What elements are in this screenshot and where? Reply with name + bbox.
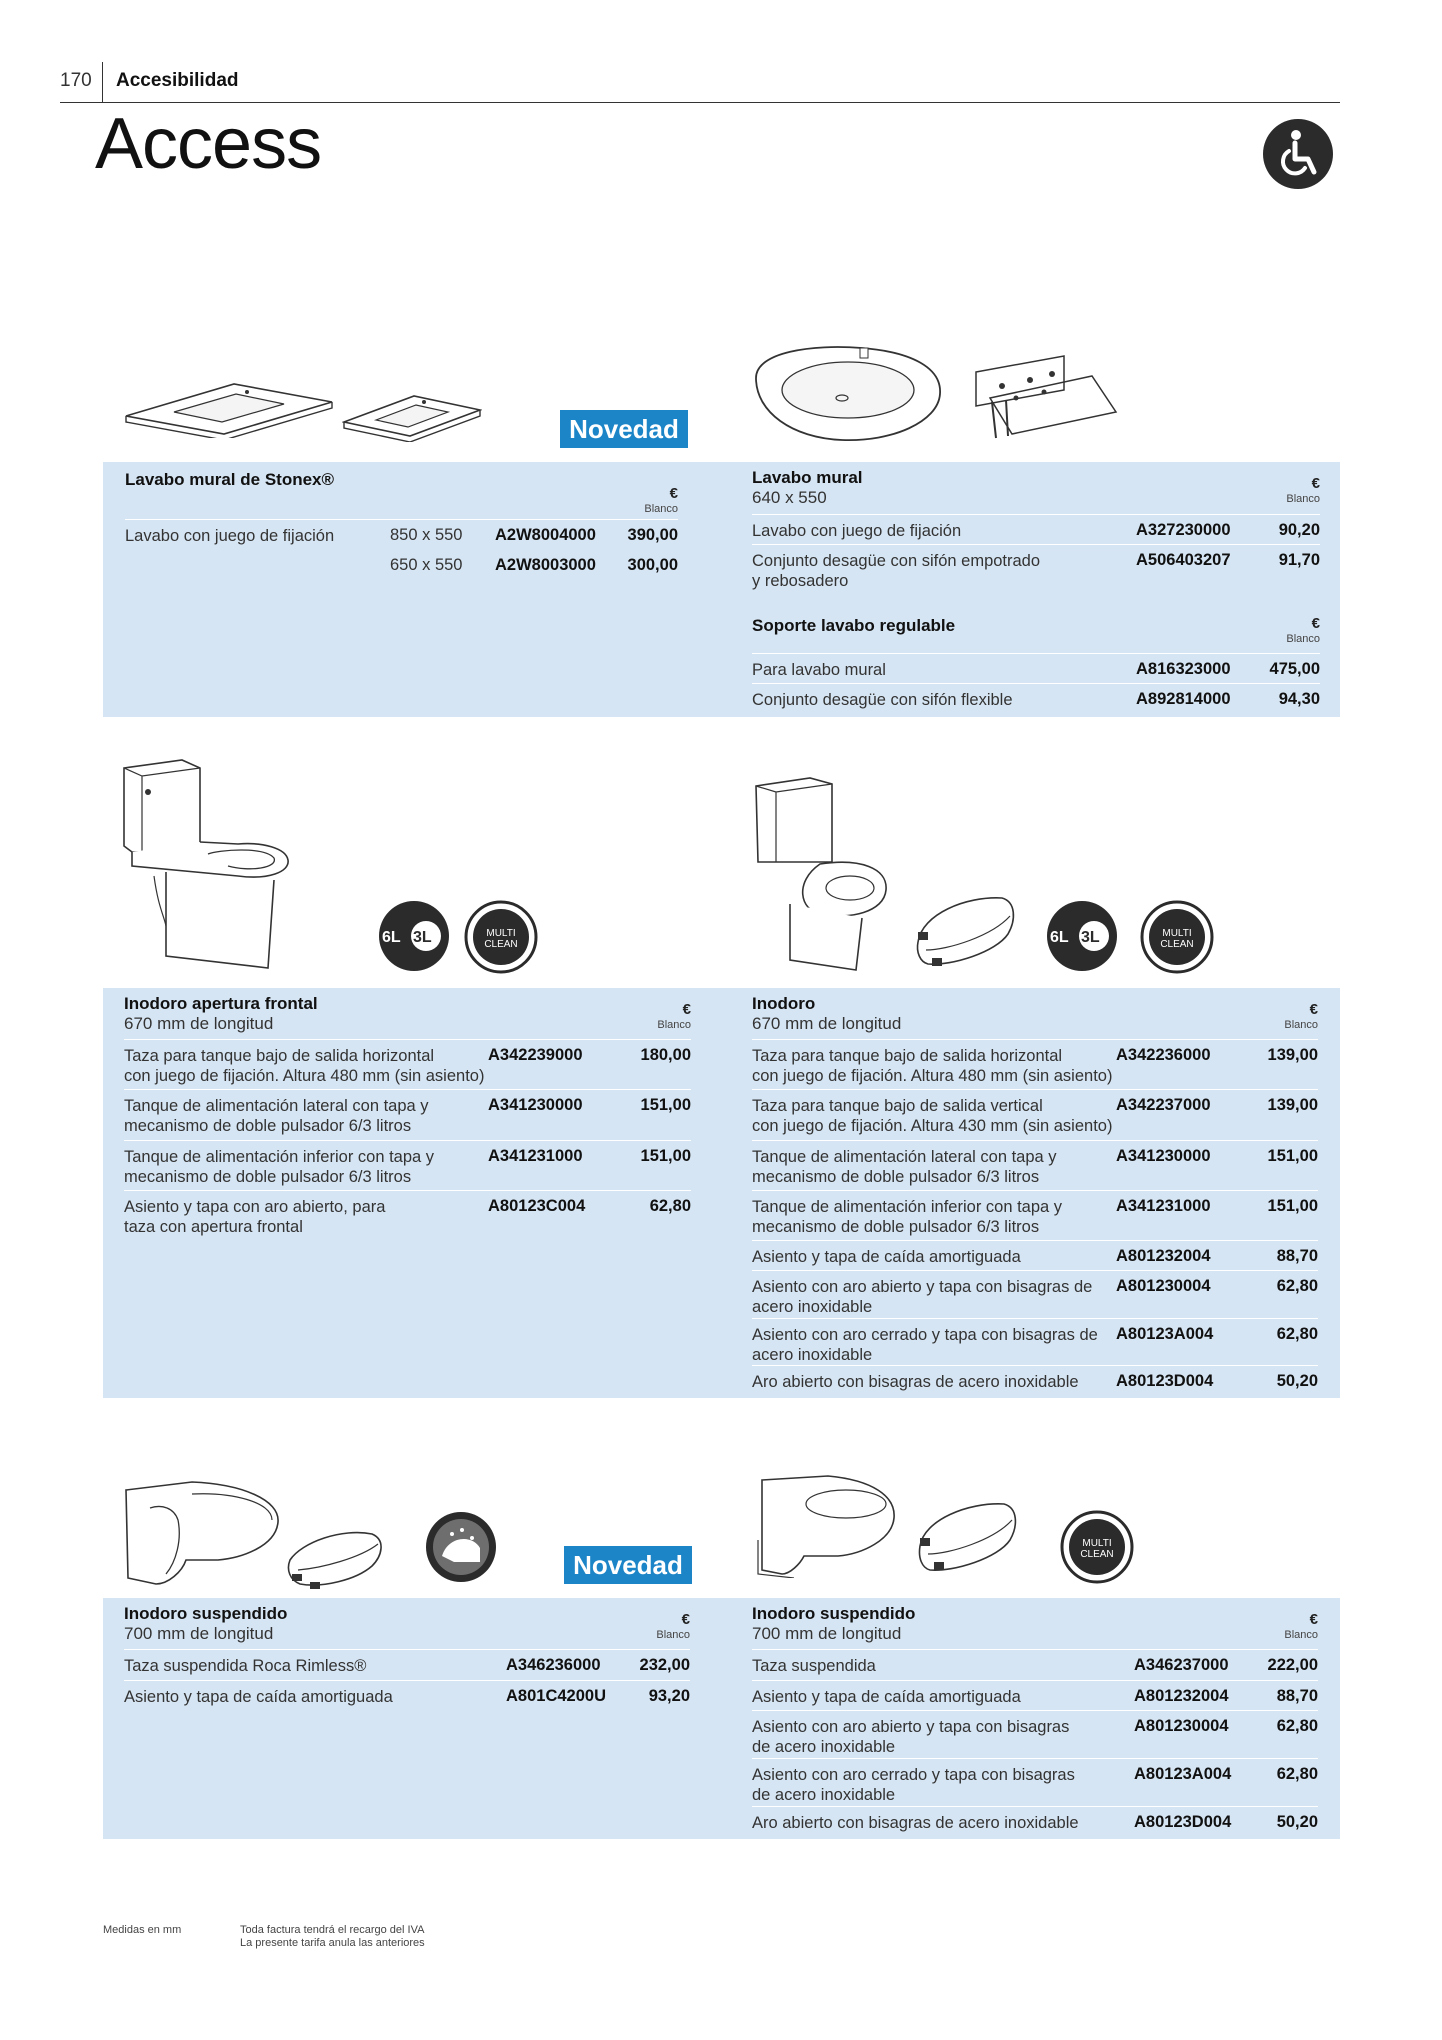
table-row: Tanque de alimentación inferior con tapa y mecanismo de doble pulsador 6/3 litros A341231000 151,00 <box>124 1140 691 1190</box>
svg-text:6L: 6L <box>1050 929 1069 946</box>
svg-text:3L: 3L <box>1081 929 1100 946</box>
currency-header: € Blanco <box>1284 1001 1318 1031</box>
table-row: Asiento con aro cerrado y tapa con bisagras de acero inoxidable A80123A004 62,80 <box>752 1318 1318 1366</box>
product-title: Soporte lavabo regulable <box>752 616 956 635</box>
product-subtitle: 700 mm de longitud <box>752 1624 902 1643</box>
svg-text:CLEAN: CLEAN <box>1080 1549 1114 1560</box>
table-row: Taza suspendida A346237000 222,00 <box>752 1649 1318 1679</box>
multiclean-icon <box>464 900 538 974</box>
table-row: Asiento y tapa de caída amortiguada A801C4200U 93,20 <box>124 1680 690 1710</box>
table-row: Taza para tanque bajo de salida horizontal con juego de fijación. Altura 480 mm (sin asiento) A342239000 180,00 <box>124 1039 691 1089</box>
product-title: Lavabo mural <box>752 468 863 487</box>
section-title: Accesibilidad <box>116 70 239 91</box>
product-subtitle: 670 mm de longitud <box>752 1014 902 1033</box>
soporte-block <box>752 616 1320 716</box>
table-row: Tanque de alimentación lateral con tapa y mecanismo de doble pulsador 6/3 litros A341230000 151,00 <box>124 1089 691 1139</box>
product-title: Lavabo mural de Stonex® <box>125 470 335 489</box>
product-title: Inodoro suspendido <box>752 1604 916 1623</box>
svg-text:3L: 3L <box>413 929 432 946</box>
currency-header: € Blanco <box>1284 1611 1318 1641</box>
product-subtitle: 640 x 550 <box>752 488 827 507</box>
product-subtitle: 670 mm de longitud <box>124 1014 274 1033</box>
product-title: Inodoro suspendido <box>124 1604 288 1623</box>
suspendido-block <box>752 1604 1318 1836</box>
seat-cover-image <box>286 1522 386 1594</box>
table-row: Conjunto desagüe con sifón flexible A892814000 94,30 <box>752 683 1320 713</box>
currency-header: € Blanco <box>656 1611 690 1641</box>
svg-text:MULTI: MULTI <box>1082 1538 1112 1549</box>
table-row: Asiento con aro abierto y tapa con bisagras de acero inoxidable A801230004 62,80 <box>752 1710 1318 1758</box>
soft-close-seat-image <box>912 892 1016 972</box>
inodoro-block <box>752 994 1318 1394</box>
table-row: Taza suspendida Roca Rimless® A346236000 232,00 <box>124 1649 690 1679</box>
table-row: Asiento y tapa de caída amortiguada A801232004 88,70 <box>752 1240 1318 1270</box>
svg-text:MULTI: MULTI <box>1162 928 1192 939</box>
multiclean-icon <box>1140 900 1214 974</box>
inodoro-frontal-block <box>124 994 691 1244</box>
novedad-badge: Novedad <box>560 410 688 448</box>
table-row: 650 x 550 A2W8003000 300,00 <box>390 556 678 574</box>
table-row: Asiento con aro cerrado y tapa con bisagras de acero inoxidable A80123A004 62,80 <box>752 1758 1318 1806</box>
currency-header: € Blanco <box>657 1001 691 1031</box>
currency-header: € Blanco <box>644 485 678 515</box>
currency-header: € Blanco <box>1286 615 1320 645</box>
footer-units: Medidas en mm <box>103 1924 182 1936</box>
wall-hung-toilet-image <box>754 1474 898 1578</box>
table-row: Para lavabo mural A816323000 475,00 <box>752 653 1320 683</box>
product-title: Inodoro <box>752 994 816 1013</box>
table-row: Asiento y tapa con aro abierto, para taza con apertura frontal A80123C004 62,80 <box>124 1190 691 1240</box>
table-row: Asiento con aro abierto y tapa con bisagras de acero inoxidable A801230004 62,80 <box>752 1270 1318 1318</box>
wheelchair-icon <box>1262 118 1334 190</box>
table-row: Lavabo con juego de fijación A327230000 90,20 <box>752 514 1320 544</box>
wall-basin-image <box>752 342 944 444</box>
footer-notes: Toda factura tendrá el recargo del IVA La presente tarifa anula las anteriores <box>240 1924 425 1949</box>
table-row: Aro abierto con bisagras de acero inoxidable A80123D004 50,20 <box>752 1806 1318 1834</box>
header-divider <box>102 62 103 102</box>
seat-cover-image <box>914 1498 1018 1578</box>
basin-support-image <box>972 352 1120 442</box>
stonex-basin-small-image <box>342 394 482 442</box>
product-subtitle: 700 mm de longitud <box>124 1624 274 1643</box>
page-number: 170 <box>60 70 92 91</box>
currency-header: € Blanco <box>1286 475 1320 505</box>
table-row: Conjunto desagüe con sifón empotrado y rebosadero A506403207 91,70 <box>752 544 1320 594</box>
page-title: Access <box>95 104 322 184</box>
rimless-icon <box>424 1510 498 1584</box>
wall-hung-toilet-rimless-image <box>122 1480 282 1590</box>
table-row: Asiento y tapa de caída amortiguada A801232004 88,70 <box>752 1680 1318 1710</box>
toilet-image <box>750 774 892 974</box>
svg-text:CLEAN: CLEAN <box>484 939 518 950</box>
water-saving-6l-3l-icon <box>1046 900 1118 972</box>
table-row: Taza para tanque bajo de salida horizontal con juego de fijación. Altura 480 mm (sin asiento) A342236000 139,00 <box>752 1039 1318 1089</box>
svg-text:6L: 6L <box>382 929 401 946</box>
stonex-basin-large-image <box>124 382 334 438</box>
stonex-block <box>125 470 678 580</box>
table-row: Tanque de alimentación lateral con tapa y mecanismo de doble pulsador 6/3 litros A341230000 151,00 <box>752 1140 1318 1190</box>
table-row: Tanque de alimentación inferior con tapa y mecanismo de doble pulsador 6/3 litros A341231000 151,00 <box>752 1190 1318 1240</box>
water-saving-6l-3l-icon <box>378 900 450 972</box>
lavabo-mural-block <box>752 468 1320 598</box>
table-row: Taza para tanque bajo de salida vertical con juego de fijación. Altura 430 mm (sin asiento) A342237000 139,00 <box>752 1089 1318 1139</box>
table-row: Lavabo con juego de fijación 850 x 550 A2W8004000 390,00 <box>125 519 678 549</box>
novedad-badge: Novedad <box>564 1546 692 1584</box>
table-row: Aro abierto con bisagras de acero inoxidable A80123D004 50,20 <box>752 1365 1318 1393</box>
suspendido-rimless-block <box>124 1604 690 1714</box>
svg-text:CLEAN: CLEAN <box>1160 939 1194 950</box>
svg-text:MULTI: MULTI <box>486 928 516 939</box>
front-opening-toilet-image <box>118 756 294 976</box>
product-title: Inodoro apertura frontal <box>124 994 318 1013</box>
multiclean-icon <box>1060 1510 1134 1584</box>
